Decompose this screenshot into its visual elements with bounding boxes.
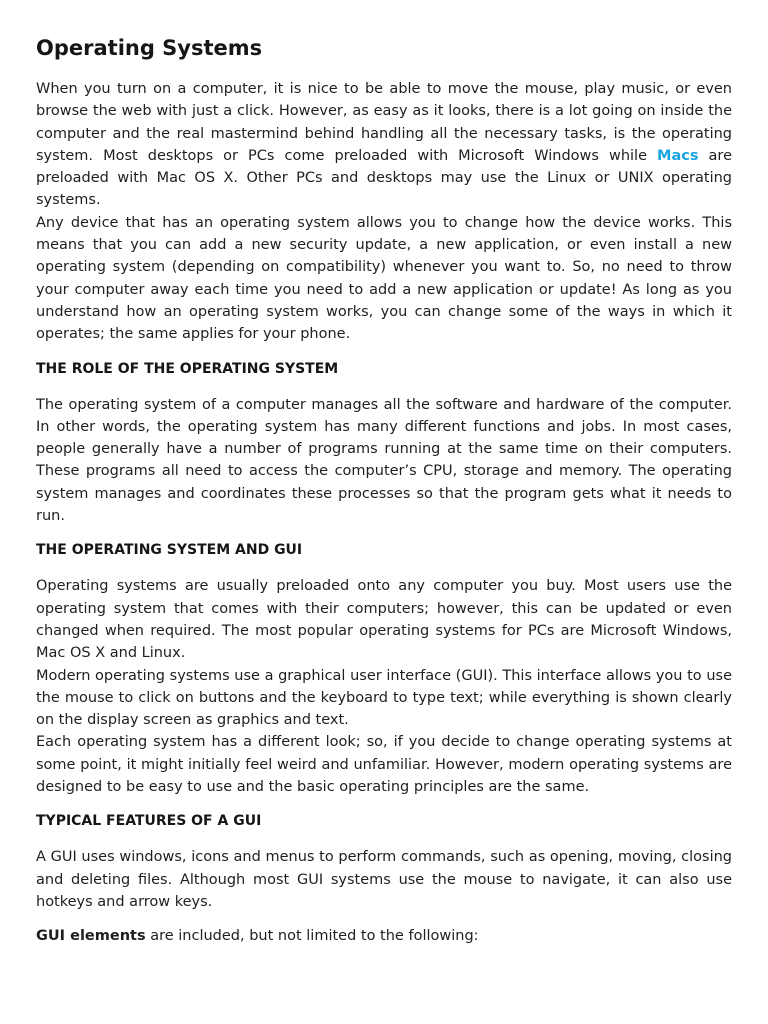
gui-elements-rest: are included, but not limited to the following: [145,928,479,945]
gui-heading: THE OPERATING SYSTEM AND GUI [36,542,303,559]
intro-text-before-link: When you turn on a computer, it is nice to be able to move the mouse, play music, or even browse the web with just a click. However, as easy as it looks, there is a lot going on inside the computer and the real mastermind behind handling all the necessary tasks, is the operating system. Most desktops or PCs come preloaded with Microsoft Windows while [36,81,732,164]
gui-section [36,575,732,798]
intro-section [36,78,732,346]
features-paragraph-1: A GUI uses windows, icons and menus to perform commands, such as opening, moving, closing and deleting files. Although most GUI systems use the mouse to navigate, it can also use hotkeys and arrow keys. [36,849,732,910]
role-heading: THE ROLE OF THE OPERATING SYSTEM [36,360,339,377]
macs-link[interactable]: Macs [657,147,699,164]
gui-elements-intro [36,925,732,947]
intro-paragraph-1 [36,78,732,212]
gui-paragraph-3: Each operating system has a different look; so, if you decide to change operating systems at some point, it might initially feel weird and unfamiliar. However, modern operating systems are designed to be easy to use and the basic operating principles are the same. [36,734,732,796]
features-heading: TYPICAL FEATURES OF A GUI [36,813,262,830]
features-section [36,846,732,913]
intro-paragraph-2: Any device that has an operating system allows you to change how the device works. This means that you can add a new security update, a new application, or even install a new operating system (depending on compatibility) whenever you want to. So, no need to throw your computer away each time you need to add a new application or update! As long as you understand how an operating system works, you can change some of the ways in which it operates; the same applies for your phone. [36,214,732,343]
gui-paragraph-2: Modern operating systems use a graphical user interface (GUI). This interface allows you to use the mouse to click on buttons and the keyboard to type text; while everything is shown clearly on the display screen as graphics and text. [36,667,732,729]
page-title: Operating Systems [36,36,263,60]
gui-paragraph-1: Operating systems are usually preloaded onto any computer you buy. Most users use the operating system that comes with their computers; however, this can be updated or even changed when required. The most popular operating systems for PCs are Microsoft Windows, Mac OS X and Linux. [36,578,732,662]
role-section [36,394,732,528]
role-paragraph-1: The operating system of a computer manages all the software and hardware of the computer. In other words, the operating system has many different functions and jobs. In most cases, people generally have a number of programs running at the same time on their computers. These programs all need to access the computer’s CPU, storage and memory. The operating system manages and coordinates these processes so that the program gets what it needs to run. [36,396,732,525]
intro-text-after-link: are preloaded with Mac OS X. Other PCs and desktops may use the Linux or UNIX operating systems. [36,147,732,209]
gui-elements-bold: GUI elements [36,928,146,945]
